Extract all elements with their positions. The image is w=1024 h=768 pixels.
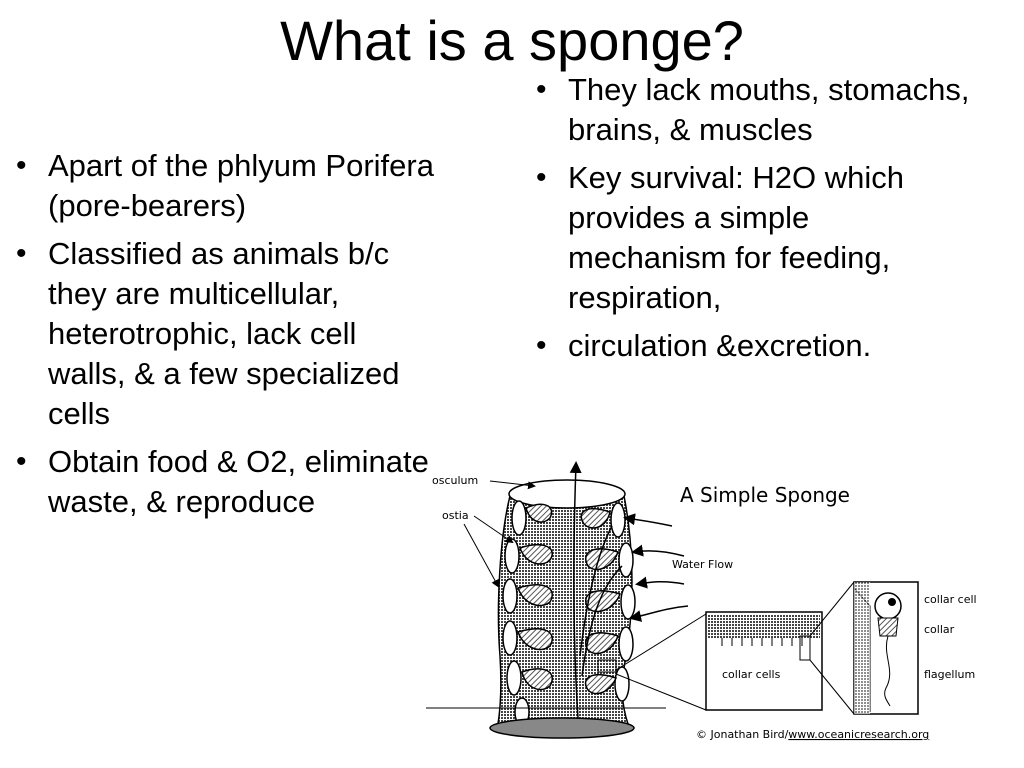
bullet-classified: • Classified as animals b/c they are multicellular, heterotrophic, lack cell walls, & a few specialized cells bbox=[14, 234, 434, 434]
bullet-key-survival: • Key survival: H2O which provides a simple mechanism for feeding, respiration, bbox=[534, 158, 974, 318]
credit-text: © Jonathan Bird/ bbox=[696, 728, 789, 741]
bullet-circulation: • circulation &excretion. bbox=[534, 326, 974, 366]
sponge-body bbox=[490, 480, 635, 738]
bullet-phylum: • Apart of the phlyum Porifera (pore-bearers) bbox=[14, 146, 434, 226]
water-flow-label: Water Flow bbox=[672, 558, 734, 571]
collar-label: collar bbox=[924, 623, 955, 636]
ostia-label: ostia bbox=[442, 509, 469, 522]
slide-title: What is a sponge? bbox=[280, 9, 744, 72]
bullet-obtain-food: • Obtain food & O2, eliminate waste, & reproduce bbox=[14, 442, 434, 522]
collar-cell-panel bbox=[854, 582, 918, 714]
collar-cells-panel bbox=[706, 612, 822, 710]
collar-cells-label: collar cells bbox=[722, 668, 781, 681]
image-credit bbox=[696, 728, 929, 741]
right-bullet-list bbox=[534, 70, 974, 374]
left-bullet-list bbox=[14, 146, 434, 530]
osculum-label: osculum bbox=[432, 474, 479, 487]
flagellum-label: flagellum bbox=[924, 668, 976, 681]
collar-cell-label: collar cell bbox=[924, 593, 977, 606]
credit-link[interactable]: www.oceanicresearch.org bbox=[788, 728, 930, 741]
diagram-title: A Simple Sponge bbox=[680, 483, 850, 507]
sponge-diagram bbox=[426, 456, 996, 756]
bullet-lack-organs: • They lack mouths, stomachs, brains, & muscles bbox=[534, 70, 974, 150]
